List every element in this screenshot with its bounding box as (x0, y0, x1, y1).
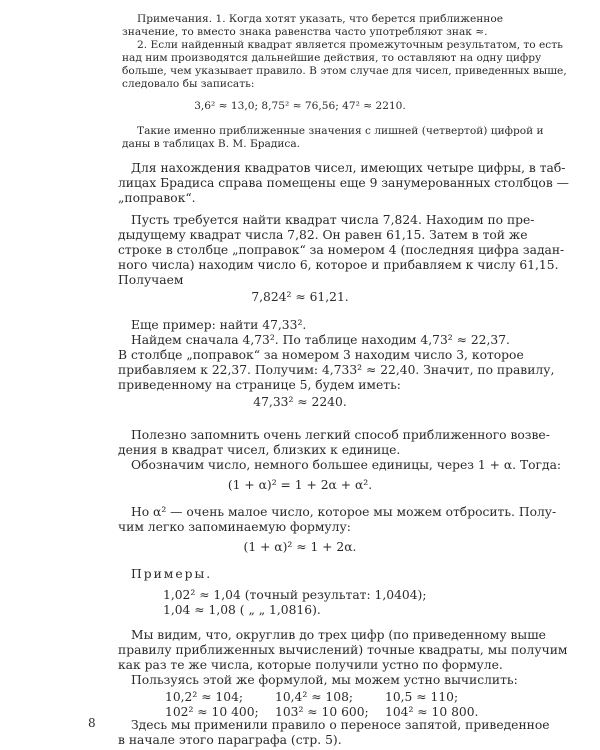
text-line: правилу приближенных вычислений) точные квадраты, мы получим (118, 643, 568, 657)
examples-block (0, 567, 600, 618)
text-line: Но α² — очень малое число, которое мы можем отбросить. Полу- (131, 505, 557, 519)
text-line: ного числа) находим число 6, которое и прибавляем к числу 61,15. (118, 258, 559, 272)
text-line: прибавляем к 22,37. Получим: 4,733² ≈ 22,40. Значит, по правилу, (118, 363, 555, 377)
formula-2 (0, 395, 600, 410)
examples-heading: Примеры. (131, 567, 213, 581)
text-line: лицах Брадиса справа помещены еще 9 занумерованных столбцов — (118, 176, 569, 190)
calc-cell: 102² ≈ 10 400; (165, 705, 259, 719)
page-number: 8 (88, 716, 96, 730)
formula-line: 47,33² ≈ 2240. (253, 395, 347, 409)
text-line: чим легко запоминаемую формулу: (118, 520, 351, 534)
text-line: Для нахождения квадратов чисел, имеющих четыре цифры, в таб- (131, 161, 566, 175)
text-line: как раз те же числа, которые получили устно по формуле. (118, 658, 503, 672)
text-line: Пусть требуется найти квадрат числа 7,824. Находим по пре- (131, 213, 535, 227)
text-line: приведенному на странице 5, будем иметь: (118, 378, 401, 392)
text-line: „поправок“. (118, 191, 196, 205)
calc-cell: 10,2² ≈ 104; (165, 690, 244, 704)
note-line: следовало бы записать: (122, 78, 255, 90)
example-line: 1,02² ≈ 1,04 (точный результат: 1,0404); (163, 588, 427, 602)
text-line: Получаем (118, 273, 184, 287)
note-line: больше, чем указывает правило. В этом случае для чисел, приведенных выше, (122, 65, 567, 77)
formula-line: 7,824² ≈ 61,21. (251, 290, 349, 304)
note-line: даны в таблицах В. М. Брадиса. (122, 138, 301, 150)
calc-cell: 10,4² ≈ 108; (275, 690, 354, 704)
text-line: Найдем сначала 4,73². По таблице находим 4,73² ≈ 22,37. (131, 333, 510, 347)
paragraph-1 (0, 161, 600, 206)
notes-formula (0, 100, 600, 113)
formula-1 (0, 290, 600, 305)
notes-block (0, 13, 600, 91)
formula-line: 3,6² ≈ 13,0; 8,75² ≈ 76,56; 47² ≈ 2210. (194, 100, 406, 112)
notes-tail (0, 125, 600, 151)
paragraph-5 (0, 505, 600, 535)
note-line: значение, то вместо знака равенства часто употребляют знак ≈. (122, 26, 488, 38)
note-line: над ним производятся дальнейшие действия, то оставляют на одну цифру (122, 52, 542, 64)
paragraph-4 (0, 428, 600, 473)
calc-cell: 104² ≈ 10 800. (385, 705, 479, 719)
formula-4 (0, 540, 600, 555)
text-line: дения в квадрат чисел, близких к единице. (118, 443, 401, 457)
paragraph-3 (0, 318, 600, 393)
text-line: Здесь мы применили правило о переносе запятой, приведенное (131, 718, 550, 732)
text-line: строке в столбце „поправок“ за номером 4 (последняя цифра задан- (118, 243, 565, 257)
formula-line: (1 + α)² ≈ 1 + 2α. (243, 540, 357, 554)
text-line: Полезно запомнить очень легкий способ приближенного возве- (131, 428, 550, 442)
text-line: Еще пример: найти 47,33². (131, 318, 307, 332)
formula-3 (0, 478, 600, 493)
paragraph-6 (0, 628, 600, 688)
calc-cell: 103² ≈ 10 600; (275, 705, 369, 719)
text-line: Обозначим число, немного большее единицы, через 1 + α. Тогда: (131, 458, 562, 472)
text-line: в начале этого параграфа (стр. 5). (118, 733, 342, 747)
text-line: Мы видим, что, округлив до трех цифр (по приведенному выше (131, 628, 546, 642)
note-line: Примечания. 1. Когда хотят указать, что берется приближенное (137, 13, 504, 25)
text-line: дыдущему квадрат числа 7,82. Он равен 61,15. Затем в той же (118, 228, 528, 242)
note-line: 2. Если найденный квадрат является промежуточным результатом, то есть (137, 39, 563, 51)
note-line: Такие именно приближенные значения с лишней (четвертой) цифрой и (137, 125, 544, 137)
calc-cell: 10,5 ≈ 110; (385, 690, 459, 704)
text-line: В столбце „поправок“ за номером 3 находим число 3, которое (118, 348, 524, 362)
formula-line: (1 + α)² = 1 + 2α + α². (227, 478, 373, 492)
example-line: 1,04 ≈ 1,08 ( „ „ 1,0816). (163, 603, 321, 617)
text-line: Пользуясь этой же формулой, мы можем устно вычислить: (131, 673, 518, 687)
paragraph-2 (0, 213, 600, 288)
